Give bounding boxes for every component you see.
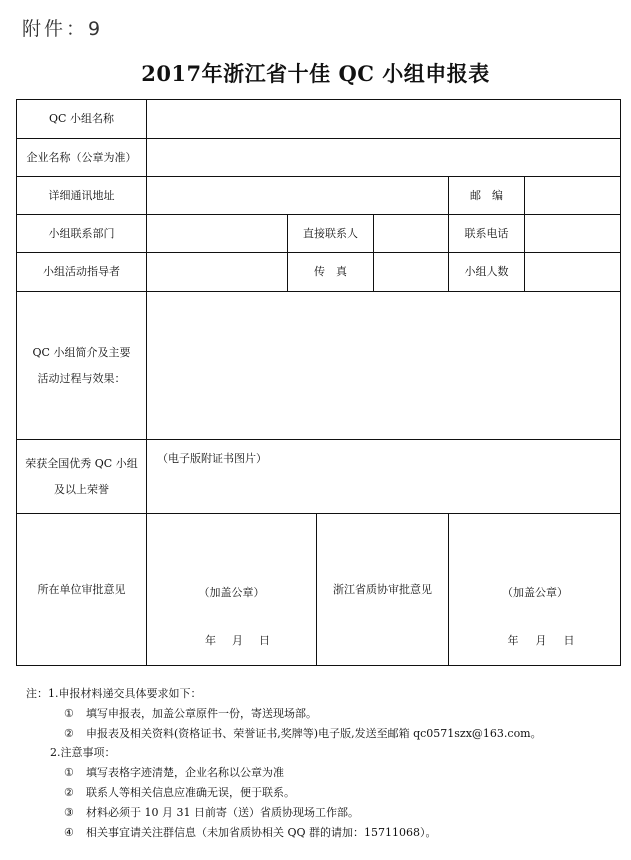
note-item <box>26 783 542 803</box>
instructor-label-text: 小组活动指导者 <box>43 265 120 278</box>
contact-person-label <box>288 215 374 253</box>
province-date-day: 日 <box>563 634 575 647</box>
department-label-text: 小组联系部门 <box>48 226 115 240</box>
fax-label <box>288 253 374 292</box>
intro-label <box>17 292 147 440</box>
honor-field[interactable] <box>147 440 621 514</box>
notes-section <box>26 684 542 842</box>
group-name-field[interactable] <box>147 100 621 139</box>
note-item-text: 材料必须于 10 月 31 日前寄（送）省质协现场工作部。 <box>86 805 359 819</box>
member-count-label <box>449 253 525 292</box>
note-item-text: 申报表及相关资料(资格证书、荣誉证书,奖牌等)电子版,发送至邮箱 qc0571szx@163.com。 <box>86 726 542 740</box>
notes-section1-title <box>26 684 542 704</box>
province-approval-label-text: 浙江省质协审批意见 <box>333 583 432 596</box>
group-name-label <box>17 100 147 139</box>
circled-number-2-icon: ② <box>64 785 74 799</box>
note-item <box>26 704 542 724</box>
province-approval-label <box>317 514 449 666</box>
page-title: 2017年浙江省十佳 QC 小组申报表 <box>141 61 490 86</box>
postcode-field[interactable] <box>525 177 621 215</box>
circled-number-1-icon: ① <box>64 706 74 720</box>
member-count-label-text: 小组人数 <box>464 265 509 278</box>
address-label <box>17 177 147 215</box>
section1-title-text: 1.申报材料递交具体要求如下： <box>48 687 202 700</box>
instructor-label <box>17 253 147 292</box>
unit-date-day: 日 <box>259 634 270 647</box>
instructor-field[interactable] <box>147 253 288 292</box>
unit-approval-date <box>147 628 316 654</box>
note-item-text: 相关事宜请关注群信息（未加省质协相关 QQ 群的请加：15711068）。 <box>86 825 437 839</box>
notes-section2-title: 2.注意事项： <box>50 746 116 760</box>
company-name-field[interactable] <box>147 139 621 177</box>
intro-label-line1: QC 小组简介及主要 <box>32 345 131 359</box>
member-count-field[interactable] <box>525 253 621 292</box>
intro-field[interactable] <box>147 292 621 440</box>
circled-number-4-icon: ④ <box>64 825 74 839</box>
unit-seal-hint: （加盖公章） <box>198 586 265 599</box>
company-name-label <box>17 139 147 177</box>
note-item <box>26 823 542 843</box>
province-date-month: 月 <box>535 634 547 647</box>
postcode-label <box>449 177 525 215</box>
province-seal-hint: （加盖公章） <box>502 586 568 599</box>
note-item-text: 填写表格字迹清楚，企业名称以公章为准 <box>86 766 284 780</box>
note-item <box>26 763 542 783</box>
contact-person-field[interactable] <box>374 215 449 253</box>
postcode-label-text: 邮 编 <box>470 188 503 202</box>
province-date-year: 年 <box>507 634 519 647</box>
honor-hint: （电子版附证书图片） <box>157 452 267 465</box>
intro-label-line2: 活动过程与效果： <box>37 371 126 385</box>
unit-approval-label <box>17 514 147 666</box>
note-item-text: 填写申报表，加盖公章原件一份，寄送现场部。 <box>86 706 317 720</box>
unit-date-year: 年 <box>205 634 216 647</box>
note-item <box>26 724 542 744</box>
honor-label-line1: 荣获全国优秀 QC 小组 <box>25 456 138 470</box>
circled-number-1-icon: ① <box>64 766 74 780</box>
company-name-label-text: 企业名称（公章为准） <box>26 150 137 164</box>
circled-number-2-icon: ② <box>64 726 74 740</box>
group-name-label-text: QC 小组名称 <box>49 112 114 125</box>
phone-label <box>449 215 525 253</box>
address-label-text: 详细通讯地址 <box>48 188 115 202</box>
unit-approval-field[interactable] <box>147 514 317 666</box>
honor-label <box>17 440 147 514</box>
fax-field[interactable] <box>374 253 449 292</box>
notes-prefix: 注： <box>26 687 48 700</box>
application-form-table <box>16 99 621 666</box>
note-item-text: 联系人等相关信息应准确无误，便于联系。 <box>86 785 295 799</box>
department-label <box>17 215 147 253</box>
contact-person-label-text: 直接联系人 <box>303 226 358 240</box>
fax-label-text: 传 真 <box>314 265 347 278</box>
unit-approval-label-text: 所在单位审批意见 <box>37 583 126 596</box>
phone-field[interactable] <box>525 215 621 253</box>
address-field[interactable] <box>147 177 449 215</box>
phone-label-text: 联系电话 <box>464 226 509 240</box>
honor-label-line2: 及以上荣誉 <box>54 482 109 496</box>
note-item <box>26 803 542 823</box>
circled-number-3-icon: ③ <box>64 805 74 819</box>
department-field[interactable] <box>147 215 288 253</box>
province-approval-field[interactable] <box>449 514 621 666</box>
province-approval-date <box>449 628 621 654</box>
unit-date-month: 月 <box>232 634 243 647</box>
attachment-label: 附件：9 <box>22 18 104 40</box>
